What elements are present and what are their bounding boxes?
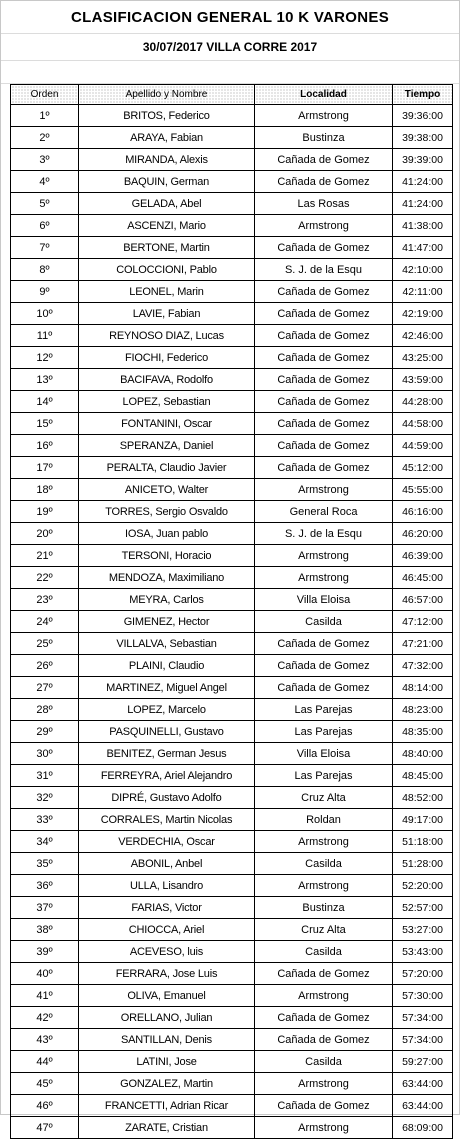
table-row — [11, 809, 453, 831]
table-row — [11, 611, 453, 633]
table-row — [11, 919, 453, 941]
table-row — [11, 1073, 453, 1095]
cell-orden: 18º — [11, 479, 79, 501]
cell-orden: 17º — [11, 457, 79, 479]
cell-orden: 28º — [11, 699, 79, 721]
cell-localidad: Cañada de Gomez — [255, 149, 393, 171]
cell-tiempo: 46:20:00 — [393, 523, 453, 545]
cell-localidad: Armstrong — [255, 985, 393, 1007]
cell-tiempo: 46:16:00 — [393, 501, 453, 523]
cell-localidad: Cruz Alta — [255, 919, 393, 941]
cell-nombre: LATINI, Jose — [79, 1051, 255, 1073]
cell-tiempo: 48:45:00 — [393, 765, 453, 787]
cell-orden: 7º — [11, 237, 79, 259]
cell-nombre: FRANCETTI, Adrian Ricar — [79, 1095, 255, 1117]
cell-nombre: FERRARA, Jose Luis — [79, 963, 255, 985]
cell-orden: 12º — [11, 347, 79, 369]
header-orden: Orden — [11, 85, 79, 105]
cell-nombre: ASCENZI, Mario — [79, 215, 255, 237]
cell-tiempo: 41:24:00 — [393, 171, 453, 193]
table-row — [11, 721, 453, 743]
cell-tiempo: 43:25:00 — [393, 347, 453, 369]
cell-orden: 23º — [11, 589, 79, 611]
cell-tiempo: 39:38:00 — [393, 127, 453, 149]
cell-localidad: Armstrong — [255, 215, 393, 237]
cell-orden: 31º — [11, 765, 79, 787]
cell-orden: 39º — [11, 941, 79, 963]
cell-nombre: PLAINI, Claudio — [79, 655, 255, 677]
table-row — [11, 237, 453, 259]
cell-nombre: DIPRÉ, Gustavo Adolfo — [79, 787, 255, 809]
cell-localidad: Armstrong — [255, 105, 393, 127]
cell-localidad: Cañada de Gomez — [255, 1029, 393, 1051]
table-row — [11, 325, 453, 347]
cell-nombre: LAVIE, Fabian — [79, 303, 255, 325]
cell-orden: 41º — [11, 985, 79, 1007]
cell-nombre: LEONEL, Marin — [79, 281, 255, 303]
cell-tiempo: 63:44:00 — [393, 1073, 453, 1095]
cell-localidad: Las Parejas — [255, 721, 393, 743]
cell-tiempo: 42:10:00 — [393, 259, 453, 281]
cell-orden: 35º — [11, 853, 79, 875]
cell-orden: 22º — [11, 567, 79, 589]
cell-localidad: Armstrong — [255, 1073, 393, 1095]
cell-orden: 44º — [11, 1051, 79, 1073]
cell-orden: 32º — [11, 787, 79, 809]
cell-orden: 37º — [11, 897, 79, 919]
cell-tiempo: 43:59:00 — [393, 369, 453, 391]
cell-tiempo: 42:46:00 — [393, 325, 453, 347]
cell-tiempo: 41:47:00 — [393, 237, 453, 259]
table-row — [11, 853, 453, 875]
cell-tiempo: 63:44:00 — [393, 1095, 453, 1117]
cell-tiempo: 68:09:00 — [393, 1117, 453, 1139]
page-title: CLASIFICACION GENERAL 10 K VARONES — [1, 1, 459, 34]
cell-orden: 13º — [11, 369, 79, 391]
cell-tiempo: 46:57:00 — [393, 589, 453, 611]
cell-tiempo: 48:14:00 — [393, 677, 453, 699]
cell-orden: 21º — [11, 545, 79, 567]
cell-localidad: Cañada de Gomez — [255, 281, 393, 303]
table-row — [11, 699, 453, 721]
header-nombre: Apellido y Nombre — [79, 85, 255, 105]
cell-nombre: CHIOCCA, Ariel — [79, 919, 255, 941]
cell-orden: 2º — [11, 127, 79, 149]
table-row — [11, 787, 453, 809]
table-row — [11, 941, 453, 963]
cell-nombre: FERREYRA, Ariel Alejandro — [79, 765, 255, 787]
table-row — [11, 127, 453, 149]
cell-localidad: Cañada de Gomez — [255, 1007, 393, 1029]
cell-localidad: Armstrong — [255, 1117, 393, 1139]
cell-localidad: Cañada de Gomez — [255, 435, 393, 457]
cell-tiempo: 44:58:00 — [393, 413, 453, 435]
cell-localidad: Armstrong — [255, 875, 393, 897]
cell-orden: 3º — [11, 149, 79, 171]
cell-tiempo: 52:20:00 — [393, 875, 453, 897]
cell-orden: 6º — [11, 215, 79, 237]
cell-tiempo: 39:39:00 — [393, 149, 453, 171]
cell-nombre: OLIVA, Emanuel — [79, 985, 255, 1007]
cell-tiempo: 49:17:00 — [393, 809, 453, 831]
table-row — [11, 523, 453, 545]
cell-nombre: BAQUIN, German — [79, 171, 255, 193]
cell-nombre: ORELLANO, Julian — [79, 1007, 255, 1029]
table-row — [11, 369, 453, 391]
cell-tiempo: 57:20:00 — [393, 963, 453, 985]
cell-orden: 16º — [11, 435, 79, 457]
table-row — [11, 171, 453, 193]
table-row — [11, 501, 453, 523]
cell-orden: 1º — [11, 105, 79, 127]
cell-nombre: TORRES, Sergio Osvaldo — [79, 501, 255, 523]
cell-orden: 15º — [11, 413, 79, 435]
table-row — [11, 281, 453, 303]
cell-nombre: GIMENEZ, Hector — [79, 611, 255, 633]
cell-tiempo: 48:23:00 — [393, 699, 453, 721]
cell-localidad: Cañada de Gomez — [255, 325, 393, 347]
cell-localidad: Cañada de Gomez — [255, 655, 393, 677]
table-row — [11, 765, 453, 787]
cell-nombre: MIRANDA, Alexis — [79, 149, 255, 171]
cell-localidad: Las Rosas — [255, 193, 393, 215]
cell-localidad: Cruz Alta — [255, 787, 393, 809]
cell-localidad: Cañada de Gomez — [255, 303, 393, 325]
cell-nombre: ANICETO, Walter — [79, 479, 255, 501]
cell-nombre: LOPEZ, Sebastian — [79, 391, 255, 413]
cell-nombre: CORRALES, Martin Nicolas — [79, 809, 255, 831]
table-row — [11, 655, 453, 677]
table-row — [11, 413, 453, 435]
cell-orden: 43º — [11, 1029, 79, 1051]
cell-localidad: S. J. de la Esqu — [255, 259, 393, 281]
table-row — [11, 215, 453, 237]
cell-tiempo: 47:21:00 — [393, 633, 453, 655]
cell-localidad: Armstrong — [255, 567, 393, 589]
cell-localidad: Casilda — [255, 941, 393, 963]
cell-localidad: Villa Eloisa — [255, 743, 393, 765]
table-row — [11, 1051, 453, 1073]
cell-tiempo: 51:28:00 — [393, 853, 453, 875]
cell-orden: 24º — [11, 611, 79, 633]
cell-nombre: MEYRA, Carlos — [79, 589, 255, 611]
table-row — [11, 963, 453, 985]
cell-localidad: Cañada de Gomez — [255, 391, 393, 413]
cell-tiempo: 42:11:00 — [393, 281, 453, 303]
cell-tiempo: 57:34:00 — [393, 1029, 453, 1051]
cell-orden: 25º — [11, 633, 79, 655]
cell-orden: 26º — [11, 655, 79, 677]
cell-nombre: BENITEZ, German Jesus — [79, 743, 255, 765]
cell-localidad: Roldan — [255, 809, 393, 831]
cell-orden: 45º — [11, 1073, 79, 1095]
cell-tiempo: 42:19:00 — [393, 303, 453, 325]
cell-localidad: Cañada de Gomez — [255, 457, 393, 479]
cell-localidad: Armstrong — [255, 545, 393, 567]
cell-nombre: GELADA, Abel — [79, 193, 255, 215]
page-subtitle: 30/07/2017 VILLA CORRE 2017 — [1, 34, 459, 61]
table-row — [11, 1007, 453, 1029]
cell-nombre: LOPEZ, Marcelo — [79, 699, 255, 721]
cell-localidad: Cañada de Gomez — [255, 633, 393, 655]
cell-tiempo: 47:12:00 — [393, 611, 453, 633]
cell-localidad: Casilda — [255, 853, 393, 875]
cell-localidad: Cañada de Gomez — [255, 237, 393, 259]
cell-nombre: FIOCHI, Federico — [79, 347, 255, 369]
table-row — [11, 545, 453, 567]
cell-tiempo: 46:45:00 — [393, 567, 453, 589]
table-row — [11, 677, 453, 699]
table-row — [11, 259, 453, 281]
cell-nombre: ARAYA, Fabian — [79, 127, 255, 149]
cell-tiempo: 45:55:00 — [393, 479, 453, 501]
cell-nombre: ULLA, Lisandro — [79, 875, 255, 897]
cell-tiempo: 41:38:00 — [393, 215, 453, 237]
table-row — [11, 567, 453, 589]
cell-orden: 20º — [11, 523, 79, 545]
header-row — [11, 85, 453, 105]
cell-tiempo: 57:30:00 — [393, 985, 453, 1007]
table-row — [11, 347, 453, 369]
cell-orden: 46º — [11, 1095, 79, 1117]
cell-nombre: VERDECHIA, Oscar — [79, 831, 255, 853]
table-row — [11, 1117, 453, 1139]
cell-tiempo: 44:59:00 — [393, 435, 453, 457]
cell-nombre: TERSONI, Horacio — [79, 545, 255, 567]
cell-nombre: PERALTA, Claudio Javier — [79, 457, 255, 479]
cell-orden: 14º — [11, 391, 79, 413]
cell-localidad: S. J. de la Esqu — [255, 523, 393, 545]
header-tiempo: Tiempo — [393, 85, 453, 105]
cell-nombre: COLOCCIONI, Pablo — [79, 259, 255, 281]
cell-orden: 27º — [11, 677, 79, 699]
cell-nombre: REYNOSO DIAZ, Lucas — [79, 325, 255, 347]
cell-nombre: SANTILLAN, Denis — [79, 1029, 255, 1051]
cell-localidad: Cañada de Gomez — [255, 1095, 393, 1117]
cell-tiempo: 44:28:00 — [393, 391, 453, 413]
cell-tiempo: 46:39:00 — [393, 545, 453, 567]
results-body — [11, 105, 453, 1139]
cell-tiempo: 41:24:00 — [393, 193, 453, 215]
cell-nombre: BACIFAVA, Rodolfo — [79, 369, 255, 391]
cell-orden: 9º — [11, 281, 79, 303]
cell-nombre: IOSA, Juan pablo — [79, 523, 255, 545]
cell-orden: 42º — [11, 1007, 79, 1029]
table-row — [11, 457, 453, 479]
cell-nombre: GONZALEZ, Martin — [79, 1073, 255, 1095]
cell-orden: 47º — [11, 1117, 79, 1139]
cell-localidad: Cañada de Gomez — [255, 171, 393, 193]
cell-localidad: Villa Eloisa — [255, 589, 393, 611]
cell-nombre: BRITOS, Federico — [79, 105, 255, 127]
cell-tiempo: 59:27:00 — [393, 1051, 453, 1073]
table-row — [11, 875, 453, 897]
cell-localidad: Cañada de Gomez — [255, 369, 393, 391]
cell-tiempo: 53:27:00 — [393, 919, 453, 941]
table-row — [11, 303, 453, 325]
cell-orden: 10º — [11, 303, 79, 325]
cell-orden: 36º — [11, 875, 79, 897]
table-row — [11, 435, 453, 457]
table-row — [11, 193, 453, 215]
cell-orden: 4º — [11, 171, 79, 193]
table-row — [11, 633, 453, 655]
table-row — [11, 897, 453, 919]
cell-localidad: Cañada de Gomez — [255, 347, 393, 369]
cell-nombre: ZARATE, Cristian — [79, 1117, 255, 1139]
cell-localidad: Bustinza — [255, 127, 393, 149]
cell-orden: 11º — [11, 325, 79, 347]
cell-orden: 38º — [11, 919, 79, 941]
cell-tiempo: 51:18:00 — [393, 831, 453, 853]
table-row — [11, 985, 453, 1007]
cell-localidad: Cañada de Gomez — [255, 413, 393, 435]
cell-localidad: Armstrong — [255, 831, 393, 853]
cell-localidad: Cañada de Gomez — [255, 677, 393, 699]
cell-tiempo: 48:52:00 — [393, 787, 453, 809]
cell-orden: 8º — [11, 259, 79, 281]
results-table — [10, 84, 453, 1139]
cell-nombre: MENDOZA, Maximiliano — [79, 567, 255, 589]
cell-nombre: BERTONE, Martin — [79, 237, 255, 259]
header-localidad: Localidad — [255, 85, 393, 105]
cell-localidad: Las Parejas — [255, 765, 393, 787]
cell-tiempo: 52:57:00 — [393, 897, 453, 919]
cell-nombre: ACEVESO, luis — [79, 941, 255, 963]
table-row — [11, 479, 453, 501]
cell-nombre: VILLALVA, Sebastian — [79, 633, 255, 655]
cell-orden: 29º — [11, 721, 79, 743]
cell-orden: 30º — [11, 743, 79, 765]
cell-orden: 34º — [11, 831, 79, 853]
cell-tiempo: 39:36:00 — [393, 105, 453, 127]
cell-localidad: Casilda — [255, 611, 393, 633]
cell-tiempo: 57:34:00 — [393, 1007, 453, 1029]
cell-orden: 33º — [11, 809, 79, 831]
cell-nombre: PASQUINELLI, Gustavo — [79, 721, 255, 743]
table-row — [11, 105, 453, 127]
spacer-row — [1, 61, 459, 84]
cell-localidad: General Roca — [255, 501, 393, 523]
cell-nombre: ABONIL, Anbel — [79, 853, 255, 875]
table-row — [11, 831, 453, 853]
table-row — [11, 149, 453, 171]
cell-nombre: MARTINEZ, Miguel Angel — [79, 677, 255, 699]
cell-tiempo: 47:32:00 — [393, 655, 453, 677]
table-row — [11, 391, 453, 413]
table-row — [11, 1029, 453, 1051]
cell-nombre: FARIAS, Victor — [79, 897, 255, 919]
cell-tiempo: 48:35:00 — [393, 721, 453, 743]
cell-localidad: Armstrong — [255, 479, 393, 501]
cell-tiempo: 45:12:00 — [393, 457, 453, 479]
table-row — [11, 589, 453, 611]
cell-localidad: Casilda — [255, 1051, 393, 1073]
cell-orden: 5º — [11, 193, 79, 215]
cell-nombre: FONTANINI, Oscar — [79, 413, 255, 435]
cell-orden: 19º — [11, 501, 79, 523]
table-row — [11, 743, 453, 765]
cell-localidad: Cañada de Gomez — [255, 963, 393, 985]
cell-orden: 40º — [11, 963, 79, 985]
cell-tiempo: 53:43:00 — [393, 941, 453, 963]
cell-tiempo: 48:40:00 — [393, 743, 453, 765]
table-row — [11, 1095, 453, 1117]
cell-nombre: SPERANZA, Daniel — [79, 435, 255, 457]
cell-localidad: Bustinza — [255, 897, 393, 919]
cell-localidad: Las Parejas — [255, 699, 393, 721]
